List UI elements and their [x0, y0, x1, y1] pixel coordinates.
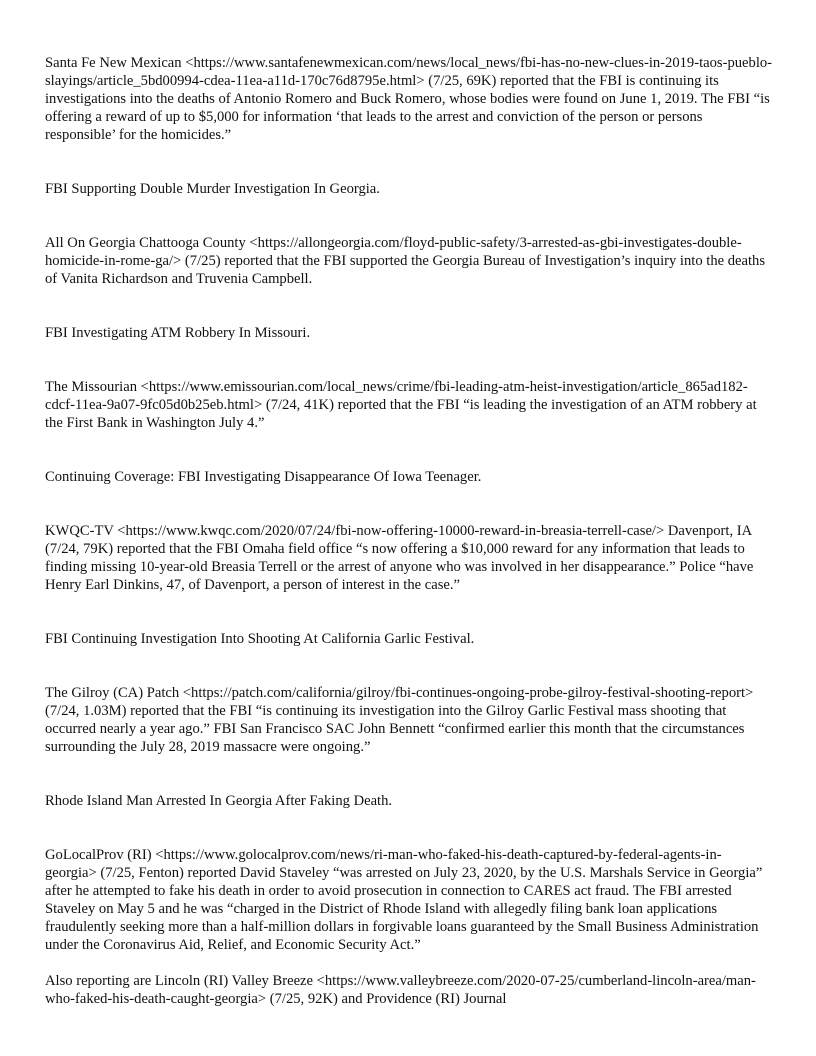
section-heading-garlic-festival: FBI Continuing Investigation Into Shooting At California Garlic Festival.	[45, 631, 475, 647]
article-paragraph-kwqc: KWQC-TV <https://www.kwqc.com/2020/07/24/fbi-now-offering-10000-reward-in-breasia-terrell-case/> Davenport, IA (7/24, 79K) reported that the FBI Omaha field office “s now offering a $10,000 reward for any information that leads to finding missing 10-year-old Breasia Terrell or the arrest of anyone who was involved in her disappearance.” Police “have Henry Earl Dinkins, 47, of Davenport, a person of interest in the case.”	[45, 523, 754, 593]
section-heading-missouri-atm: FBI Investigating ATM Robbery In Missouri.	[45, 325, 311, 341]
article-paragraph-allongeorgia: All On Georgia Chattooga County <https://allongeorgia.com/floyd-public-safety/3-arrested-as-gbi-investigates-double-homicide-in-rome-ga/> (7/25) reported that the FBI supported the Georgia Bureau of Investigation’s inquiry into the deaths of Vanita Richardson and Truvenia Campbell.	[45, 235, 766, 287]
document-page	[45, 54, 773, 1008]
section-heading-iowa-teen: Continuing Coverage: FBI Investigating Disappearance Of Iowa Teenager.	[45, 469, 482, 485]
section-heading-rhode-island-man: Rhode Island Man Arrested In Georgia After Faking Death.	[45, 793, 393, 809]
article-paragraph-missourian: The Missourian <https://www.emissourian.com/local_news/crime/fbi-leading-atm-heist-investigation/article_865ad182-cdcf-11ea-9a07-9fc05d0b25eb.html> (7/24, 41K) reported that the FBI “is leading the investigation of an ATM robbery at the First Bank in Washington July 4.”	[45, 379, 757, 431]
section-heading-georgia-double-murder: FBI Supporting Double Murder Investigation In Georgia.	[45, 181, 380, 197]
article-paragraph-santa-fe: Santa Fe New Mexican <https://www.santafenewmexican.com/news/local_news/fbi-has-no-new-clues-in-2019-taos-pueblo-slayings/article_5bd00994-cdea-11ea-a11d-170c76d8795e.html> (7/25, 69K) reported that the FBI is continuing its investigations into the deaths of Antonio Romero and Buck Romero, whose bodies were found on June 1, 2019. The FBI “is offering a reward of up to $5,000 for information ‘that leads to the arrest and conviction of the person or persons responsible’ for the homicides.”	[45, 55, 773, 143]
article-paragraph-also-reporting: Also reporting are Lincoln (RI) Valley Breeze <https://www.valleybreeze.com/2020-07-25/cumberland-lincoln-area/man-who-faked-his-death-caught-georgia> (7/25, 92K) and Providence (RI) Journal	[45, 973, 756, 1007]
article-paragraph-golocalprov: GoLocalProv (RI) <https://www.golocalprov.com/news/ri-man-who-faked-his-death-captured-by-federal-agents-in-georgia> (7/25, Fenton) reported David Staveley “was arrested on July 23, 2020, by the U.S. Marshals Service in Georgia” after he attempted to fake his death in order to avoid prosecution in connection to CARES act fraud. The FBI arrested Staveley on May 5 and he was “charged in the District of Rhode Island with allegedly filing bank loan applications fraudulently seeking more than a half-million dollars in forgivable loans guaranteed by the Small Business Administration under the Coronavirus Aid, Relief, and Economic Security Act.”	[45, 847, 763, 953]
article-paragraph-gilroy-patch: The Gilroy (CA) Patch <https://patch.com/california/gilroy/fbi-continues-ongoing-probe-gilroy-festival-shooting-report> (7/24, 1.03M) reported that the FBI “is continuing its investigation into the Gilroy Garlic Festival mass shooting that occurred nearly a year ago.” FBI San Francisco SAC John Bennett “confirmed earlier this month that the circumstances surrounding the July 28, 2019 massacre were ongoing.”	[45, 685, 754, 755]
